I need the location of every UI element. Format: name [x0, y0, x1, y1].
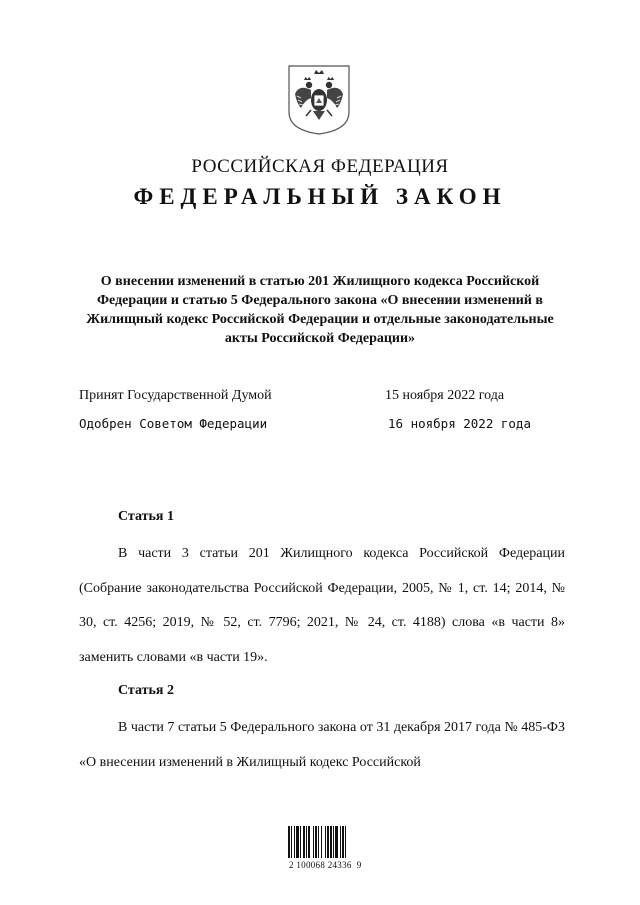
barcode-icon [288, 822, 370, 882]
article-1-text: В части 3 статьи 201 Жилищного кодекса Российской Федерации (Собрание законодательства Российской Федерации, 2005, № 1, ст. 14; 2014, № 30, ст. 4256; 2019, № 52, ст. 7796; 2021, № 24, ст. 4188) слова «в части 8» заменить словами «в части 19». [79, 546, 565, 665]
approved-by-council-date: 16 ноября 2022 года [388, 416, 531, 431]
approved-by-council-label: Одобрен Советом Федерации [79, 416, 268, 431]
article-1-heading: Статья 1 [118, 509, 174, 524]
article-2-text: В части 7 статьи 5 Федерального закона от 31 декабря 2017 года № 485-ФЗ «О внесении изменений в Жилищный кодекс Российской [79, 720, 565, 770]
law-title: О внесении изменений в статью 201 Жилищного кодекса Российской Федерации и статью 5 Федерального закона «О внесении изменений в Жилищный кодекс Российской Федерации и отдельные законодательные акты Российской Федерации» [86, 274, 554, 346]
article-2-heading: Статья 2 [118, 683, 174, 698]
coat-of-arms-icon [287, 64, 351, 136]
document-type: ФЕДЕРАЛЬНЫЙ ЗАКОН [133, 184, 507, 209]
barcode-number: 2 100068 24336 9 [289, 860, 362, 870]
adopted-by-duma-date: 15 ноября 2022 года [385, 388, 505, 403]
country-name: РОССИЙСКАЯ ФЕДЕРАЦИЯ [191, 156, 449, 177]
adopted-by-duma-label: Принят Государственной Думой [79, 388, 272, 403]
